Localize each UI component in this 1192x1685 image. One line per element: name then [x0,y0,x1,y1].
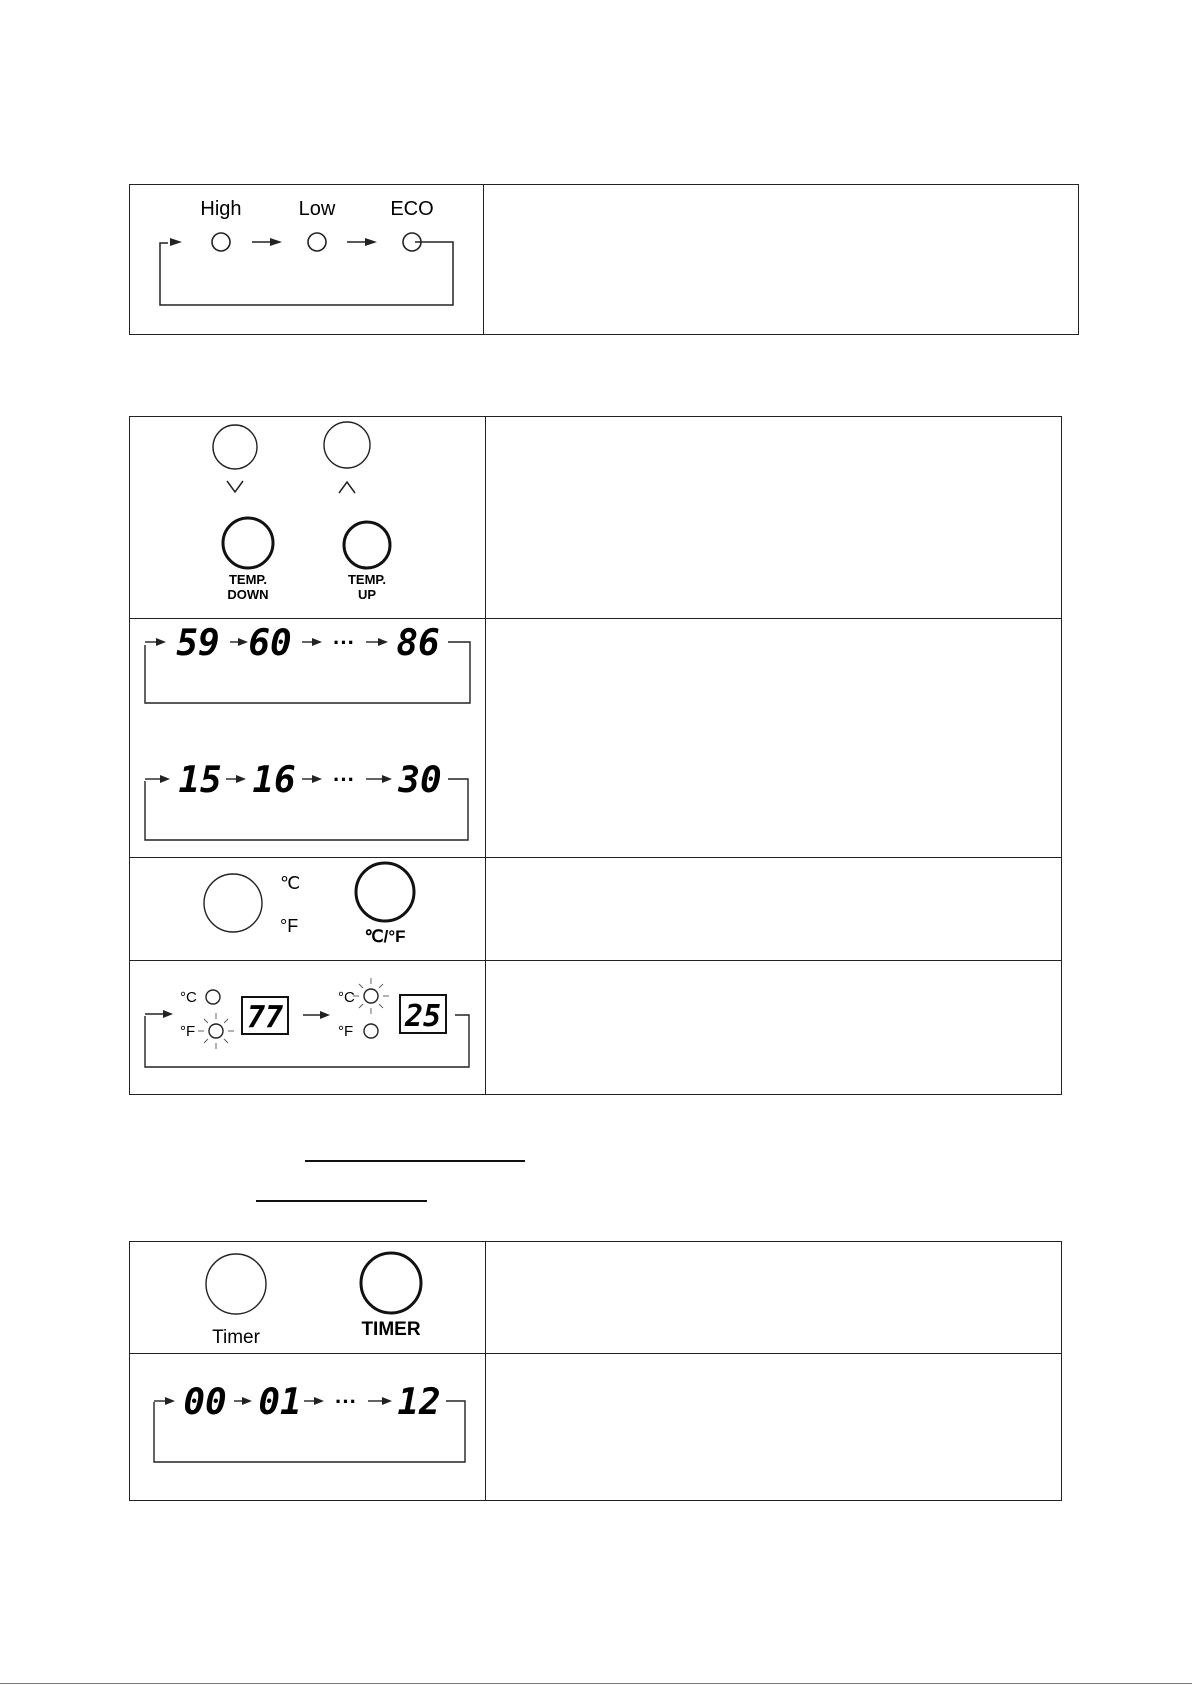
fahrenheit-sequence [145,623,470,703]
temp-buttons-diagram [130,417,485,618]
timer-sequence-diagram [130,1354,485,1500]
timer-value-max: 12 [397,1382,441,1423]
fahrenheit-display-value: 77 [246,1000,284,1035]
chevron-up-icon [339,482,355,493]
underline-1 [305,1160,525,1162]
celsius-value-next: 16 [252,760,296,801]
mode-label-low: Low [298,198,336,220]
high-indicator-icon [212,233,230,251]
temp-down-label-line1: TEMP. [228,572,268,587]
timer-value-next: 01 [258,1382,302,1423]
celsius-led-icon [206,990,220,1004]
unit-switch-diagram [130,858,485,960]
temp-up-indicator-icon [324,422,370,468]
mode-label-eco: ECO [390,198,434,220]
fahrenheit-led-lit-icon [198,1013,234,1049]
underline-2 [256,1200,427,1202]
timer-button-diagram [130,1242,485,1353]
mode-label-high: High [200,198,242,220]
timer-indicator-label: Timer [212,1327,260,1348]
celsius-unit-label: ℃ [280,873,301,893]
celsius-value-max: 30 [398,760,442,801]
timer-button[interactable] [361,1253,421,1313]
fahrenheit-unit-label: °F [280,916,299,936]
timer-ellipsis: ··· [335,1389,357,1414]
fahrenheit-led-icon [364,1024,378,1038]
unit-indicator-icon [204,874,262,932]
fan-mode-cycle-diagram [130,185,483,334]
fahrenheit-value-max: 86 [396,623,440,664]
fahrenheit-value-next: 60 [248,623,292,664]
unit-toggle-button[interactable] [356,863,414,921]
temperature-sequence-diagram [130,619,485,857]
fahrenheit-ellipsis: ··· [333,630,355,655]
celsius-led-label-2: °C [338,989,355,1006]
celsius-led-lit-icon [353,978,389,1014]
temp-down-indicator-icon [213,425,257,469]
temp-up-label-line1: TEMP. [347,572,387,587]
fahrenheit-led-label: °F [180,1023,196,1040]
celsius-led-label: °C [180,989,197,1006]
low-indicator-icon [308,233,326,251]
fahrenheit-value-min: 59 [176,623,220,664]
temp-down-button[interactable] [223,518,273,568]
temp-up-label-line2: UP [357,587,377,602]
timer-button-label: TIMER [361,1319,421,1340]
fahrenheit-led-label-2: °F [338,1023,354,1040]
timer-indicator-icon [206,1254,266,1314]
unit-toggle-button-label: ℃/°F [364,927,406,946]
celsius-sequence [145,760,468,840]
temp-up-button[interactable] [344,522,390,568]
temp-down-label-line2: DOWN [227,587,269,602]
celsius-ellipsis: ··· [333,767,355,792]
page-bottom-rule [0,1683,1192,1684]
celsius-display-value: 25 [404,999,442,1034]
celsius-value-min: 15 [178,760,222,801]
chevron-down-icon [227,481,243,492]
timer-value-min: 00 [183,1382,227,1423]
unit-toggle-diagram [130,961,485,1094]
